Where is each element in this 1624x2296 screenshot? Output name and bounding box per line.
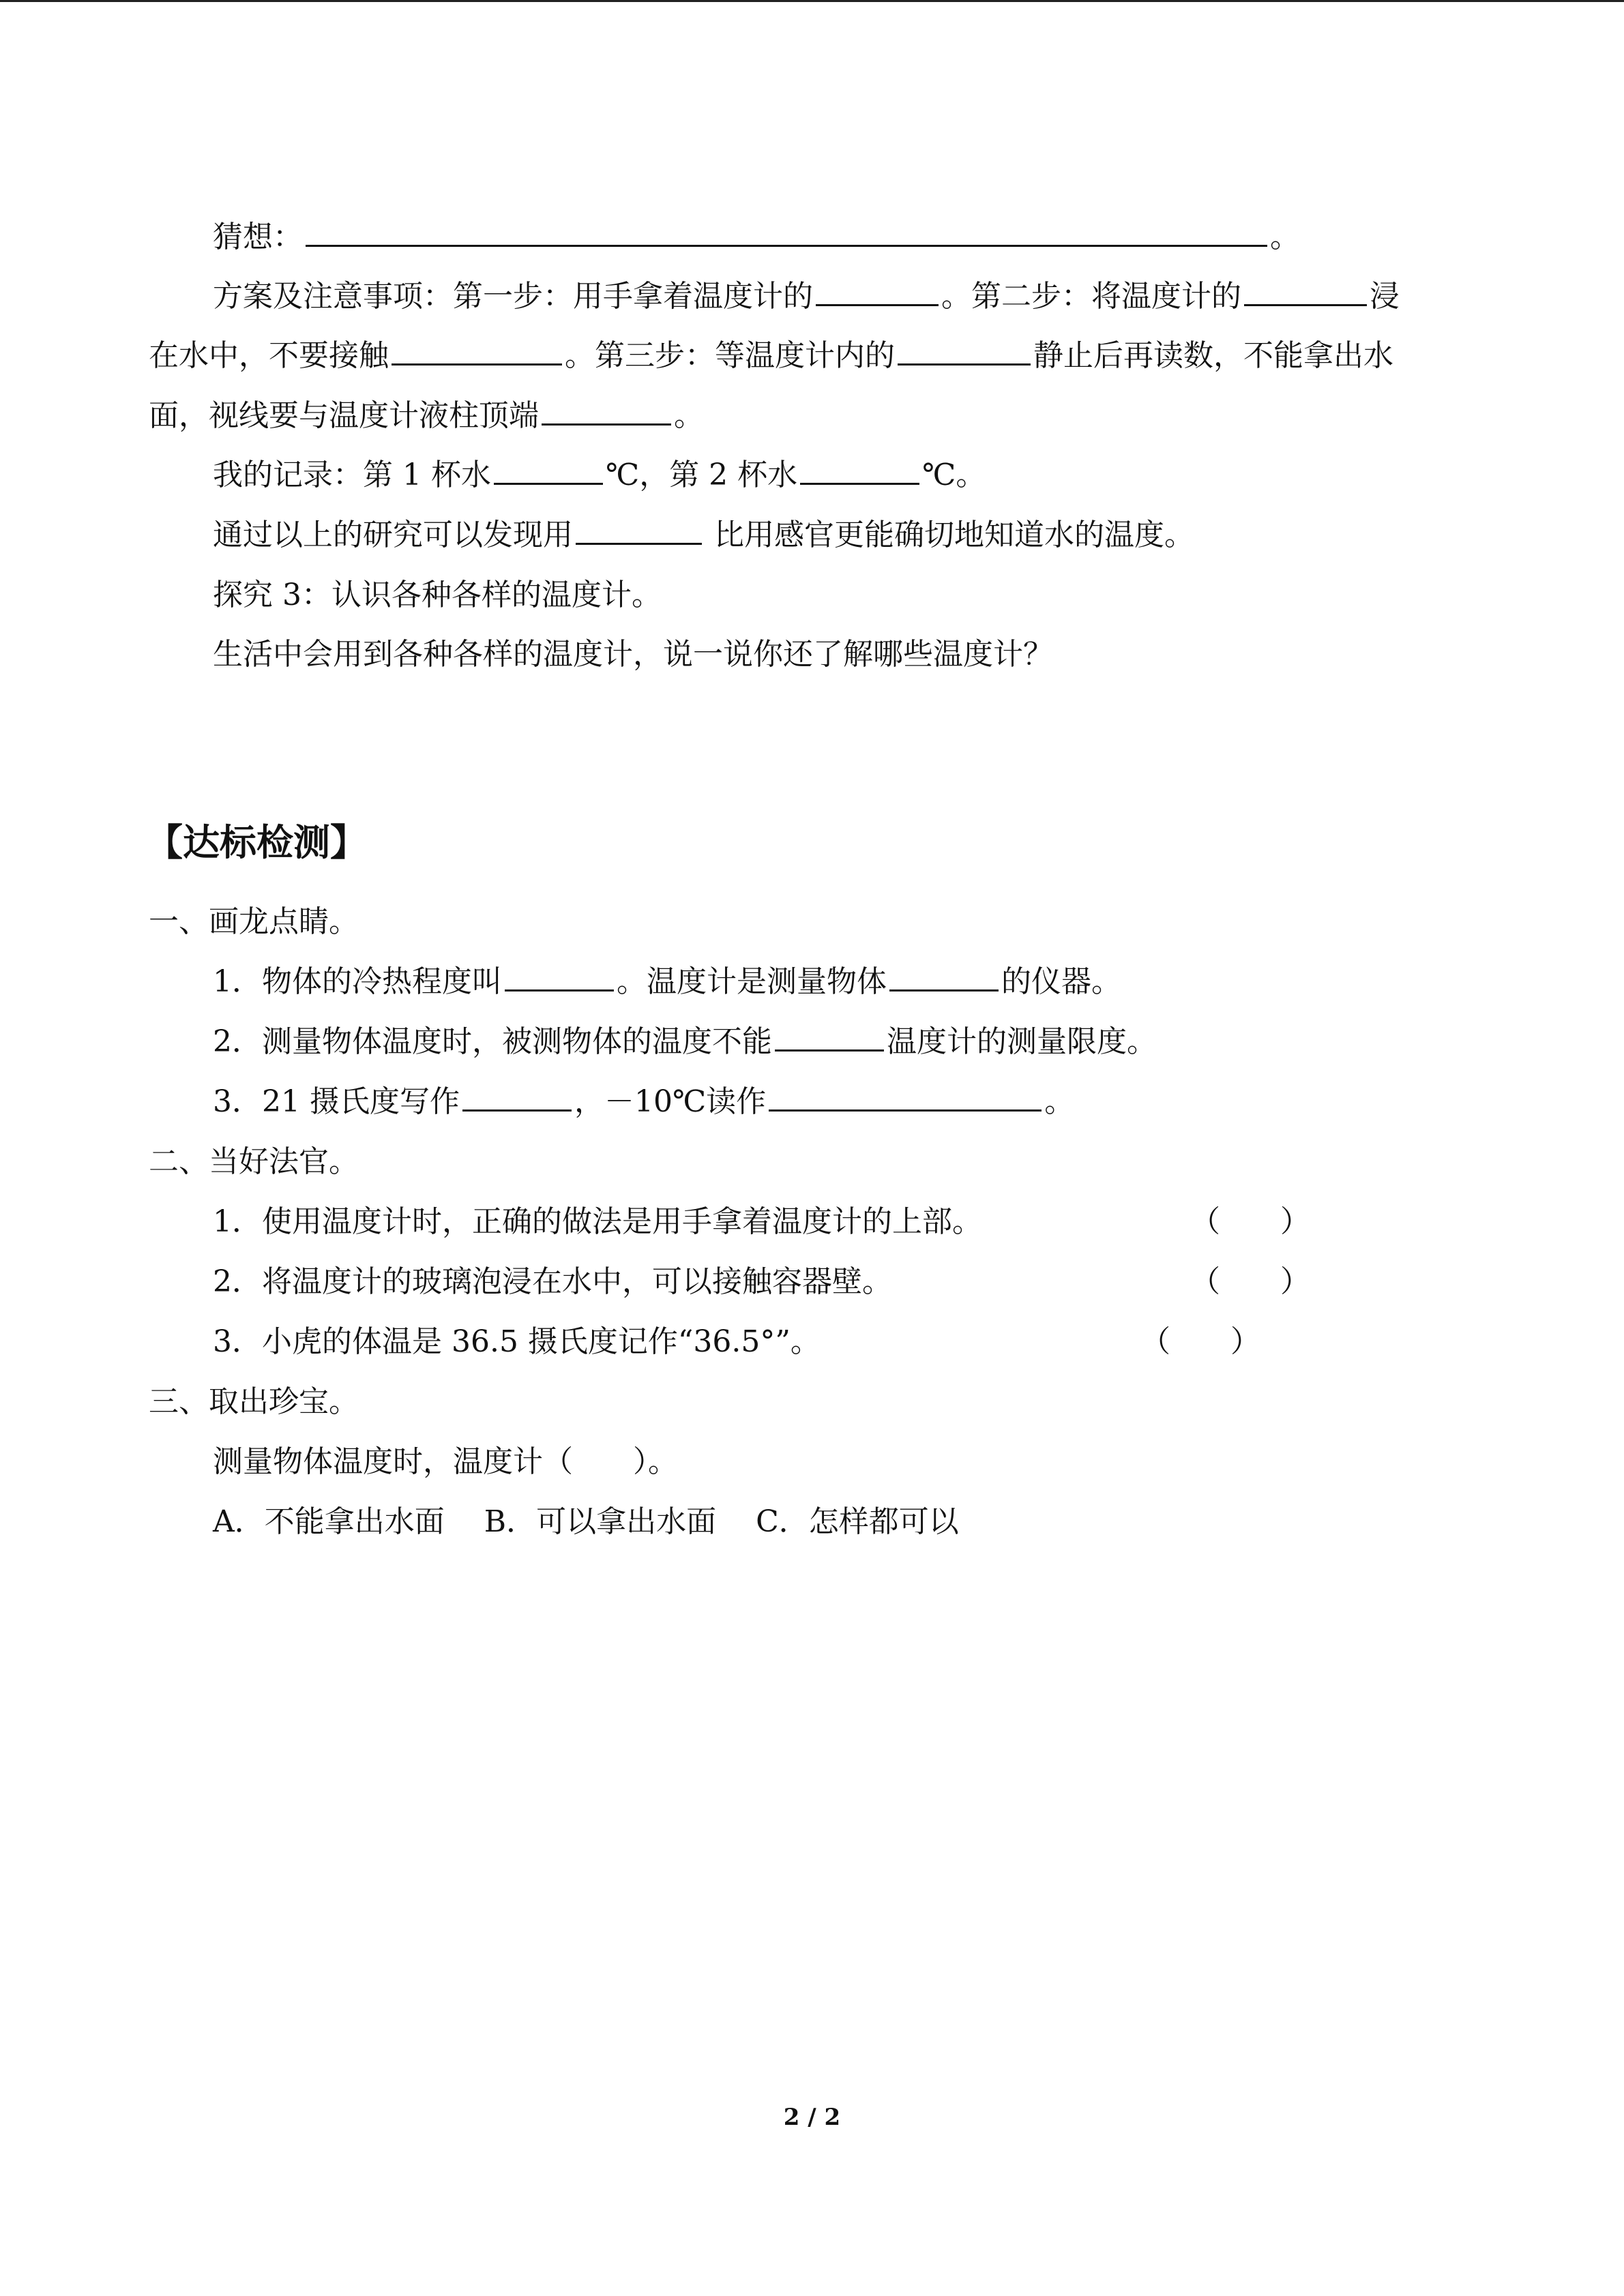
part3-options[interactable]: A．不能拿出水面 B．可以拿出水面 C．怎样都可以: [213, 1504, 959, 1539]
cup1-blank[interactable]: [494, 456, 603, 485]
cup2-blank[interactable]: [800, 456, 919, 485]
plan-line-2: 在水中，不要接触 。第三步：等温度计内的 静止后再读数，不能拿出水: [149, 336, 1393, 376]
page-number: 2 / 2: [783, 2104, 841, 2131]
part3-question: 测量物体温度时，温度计（ ）。: [213, 1444, 678, 1479]
record-line: 我的记录：第 1 杯水 ℃，第 2 杯水 ℃。: [213, 455, 986, 496]
part3-title: 三、取出珍宝。: [149, 1384, 359, 1419]
explore3-line: 探究 3：认识各种各样的温度计。: [213, 578, 662, 612]
part2-question-1: 1．使用温度计时，正确的做法是用手拿着温度计的上部。: [213, 1204, 982, 1239]
guess-line: 猜想： 。: [213, 217, 1300, 258]
part1-question-2: 2．测量物体温度时，被测物体的温度不能 温度计的测量限度。: [213, 1022, 1157, 1062]
step1-blank[interactable]: [816, 277, 939, 306]
step3-blank[interactable]: [898, 336, 1031, 366]
plan-line-3: 面，视线要与温度计液柱顶端 。: [149, 396, 704, 436]
finding-line: 通过以上的研究可以发现用 比用感官更能确切地知道水的温度。: [213, 515, 1194, 556]
part1-question-1: 1．物体的冷热程度叫 。温度计是测量物体 的仪器。: [213, 961, 1121, 1002]
judge-answer-3[interactable]: （ ）: [1140, 1324, 1260, 1359]
part2-question-2: 2．将温度计的玻璃泡浸在水中，可以接触容器壁。: [213, 1264, 892, 1299]
part1-question-3: 3．21 摄氏度写作 ，－10℃读作 。: [213, 1082, 1074, 1122]
part2-question-3: 3．小虎的体温是 36.5 摄氏度记作“36.5°”。: [213, 1324, 821, 1359]
q2-blank[interactable]: [775, 1022, 884, 1052]
test-heading: 【达标检测】: [146, 820, 367, 864]
q1-blank-b[interactable]: [889, 962, 999, 992]
guess-blank[interactable]: [306, 218, 1267, 247]
life-question-line: 生活中会用到各种各样的温度计，说一说你还了解哪些温度计？: [213, 637, 1053, 672]
part1-title: 一、画龙点睛。: [149, 904, 359, 939]
plan-line-1: 方案及注意事项：第一步：用手拿着温度计的 。第二步：将温度计的 浸: [213, 276, 1400, 317]
q3-blank-a[interactable]: [462, 1082, 572, 1112]
sightline-blank[interactable]: [542, 396, 671, 426]
q3-blank-b[interactable]: [769, 1082, 1042, 1112]
judge-answer-2[interactable]: （ ）: [1190, 1264, 1310, 1299]
step2-blank[interactable]: [1244, 277, 1367, 306]
part2-title: 二、当好法官。: [149, 1144, 359, 1179]
no-touch-blank[interactable]: [392, 336, 562, 366]
judge-answer-1[interactable]: （ ）: [1190, 1204, 1310, 1239]
q1-blank-a[interactable]: [505, 962, 614, 992]
guess-label: 猜想：: [213, 220, 303, 254]
finding-blank[interactable]: [576, 516, 702, 545]
